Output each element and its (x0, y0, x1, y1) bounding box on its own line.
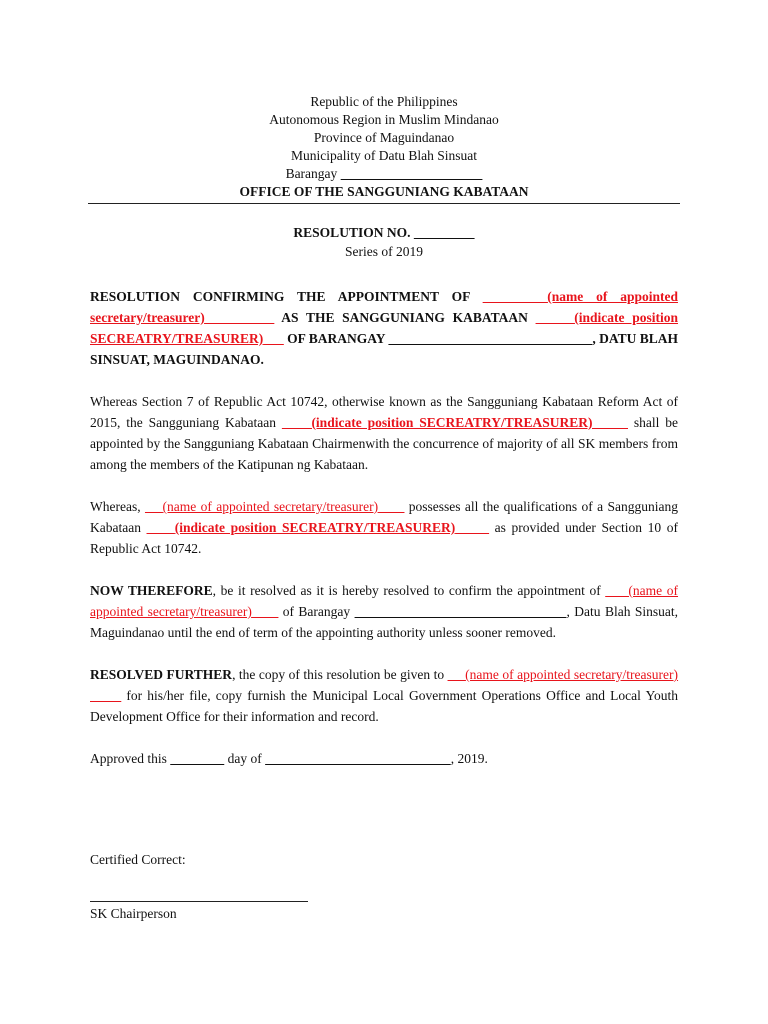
resolution-number-blank[interactable] (414, 225, 475, 240)
document-body (90, 286, 678, 769)
approved-day-blank[interactable] (170, 751, 224, 766)
para1-text-2: shall be appointed by the Sangguniang Kabataan Chairmenwith the concurrence of majority of all SK members from among the members of the Katipunan ng Kabataan. (90, 415, 679, 472)
placeholder-position[interactable]: (indicate position SECREATRY/TREASURER) (174, 520, 456, 535)
whereas-paragraph-1 (90, 391, 678, 475)
para4-text-2: for his/her file, copy furnish the Municipal Local Government Operations Office and Local Youth Development Office for their information and record. (90, 688, 679, 724)
para1-text-1: Whereas Section 7 of Republic Act 10742, otherwise known as the Sangguniang Kabataan Reform Act of 2015, the Sangguniang Kabataan (90, 394, 678, 430)
resolution-number-label: RESOLUTION NO. (293, 225, 411, 240)
resolution-number-block (88, 223, 680, 261)
header-region: Autonomous Region in Muslim Mindanao (269, 112, 499, 127)
para2-text-2: possesses all the qualifications of a Sangguniang Kabataan (90, 499, 679, 535)
header-barangay-line (88, 165, 680, 183)
header-province: Province of Maguindanao (313, 130, 455, 145)
resolution-series: Series of 2019 (345, 244, 423, 259)
signature-line[interactable] (90, 901, 308, 902)
para4-text-1: , the copy of this resolution be given to (232, 667, 445, 682)
approved-text-3: , 2019. (450, 751, 488, 766)
placeholder-appointee-name[interactable]: (name of appointed secretary/treasurer) (90, 583, 679, 619)
now-therefore-paragraph (90, 580, 678, 643)
title-text-3: OF BARANGAY (287, 331, 386, 346)
barangay-blank[interactable] (341, 166, 483, 181)
resolved-further-label: RESOLVED FURTHER (90, 667, 233, 682)
title-text-2: AS THE SANGGUNIANG KABATAAN (281, 310, 528, 325)
approved-month-blank[interactable] (265, 751, 451, 766)
approved-text-2: day of (227, 751, 262, 766)
title-text-1: RESOLUTION CONFIRMING THE APPOINTMENT OF (90, 289, 470, 304)
placeholder-appointee-name[interactable]: (name of appointed secretary/treasurer) (90, 289, 678, 325)
header-divider (88, 203, 680, 204)
para2-text-1: Whereas, (90, 499, 141, 514)
title-text-4: , DATU BLAH SINSUAT, MAGUINDANAO. (90, 331, 679, 367)
placeholder-appointee-name[interactable]: (name of appointed secretary/treasurer) (162, 499, 379, 514)
header-municipality: Municipality of Datu Blah Sinsuat (291, 148, 477, 163)
approved-text-1: Approved this (90, 751, 167, 766)
resolution-number-line (88, 223, 680, 242)
certified-correct-label: Certified Correct: (90, 852, 186, 867)
approved-line (90, 748, 678, 769)
office-title: OFFICE OF THE SANGGUNIANG KABATAAN (239, 184, 529, 199)
placeholder-position[interactable]: (indicate position SECREATRY/TREASURER) (90, 310, 679, 346)
para3-text-3: , Datu Blah Sinsuat, Maguindanao until the end of term of the appointing authority unless sooner removed. (90, 604, 679, 640)
title-barangay-blank[interactable] (388, 331, 592, 346)
placeholder-position[interactable]: (indicate position SECREATRY/TREASURER) (311, 415, 593, 430)
signatory-title: SK Chairperson (90, 906, 177, 921)
para2-text-3: as provided under Section 10 of Republic Act 10742. (90, 520, 679, 556)
header-country: Republic of the Philippines (310, 94, 458, 109)
barangay-name-blank[interactable] (355, 604, 567, 619)
whereas-paragraph-2 (90, 496, 678, 559)
barangay-label: Barangay (285, 166, 338, 181)
resolution-title (90, 286, 678, 370)
para3-text-1: , be it resolved as it is hereby resolved to confirm the appointment of (212, 583, 601, 598)
resolved-further-paragraph (90, 664, 678, 727)
now-therefore-label: NOW THEREFORE (90, 583, 213, 598)
para3-text-2: of Barangay (282, 604, 351, 619)
document-header (88, 93, 680, 201)
placeholder-appointee-name[interactable]: (name of appointed secretary/treasurer) (465, 667, 679, 682)
